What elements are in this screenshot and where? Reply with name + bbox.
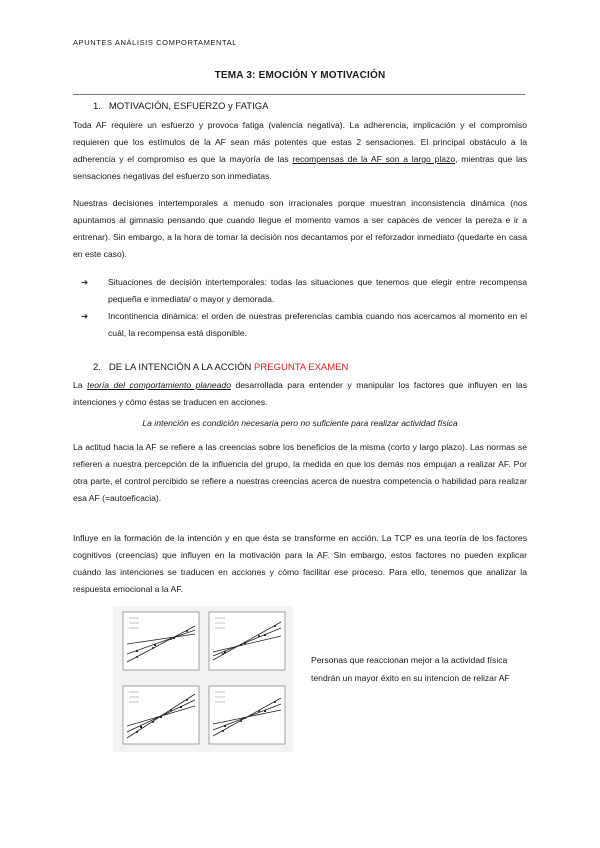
arrow-bullet-icon: ➔ (81, 311, 89, 321)
plot-panel (123, 686, 199, 744)
exam-question-flag: PREGUNTA EXAMEN (254, 362, 349, 373)
figure-image (113, 606, 293, 752)
section-1-number: 1. (93, 101, 101, 112)
title-divider (73, 94, 525, 95)
section-1-heading (93, 101, 268, 112)
plot-panel (123, 612, 199, 670)
section-1-paragraph-2: Nuestras decisiones intertemporales a menudo son irracionales porque muestran inconsistencia dinámica (nos apuntamos al gimnasio pensando que cuando llegue el momento vamos a ser capaces de vencer la pereza e ir a entrenar). Sin embargo, a la hora de tomar la decisión nos decantamos por el reforzador inmediato (quedarte en casa en este caso). (73, 198, 527, 259)
section-2-number: 2. (93, 362, 101, 373)
section-2-italic-note: La intención es condición necesaria pero no suficiente para realizar actividad física (142, 418, 458, 428)
header-label: APUNTES ANÁLISIS COMPORTAMENTAL (73, 38, 238, 47)
underlined-phrase: teoría del comportamiento planeado (87, 380, 231, 390)
arrow-bullet-icon: ➔ (81, 277, 89, 287)
underlined-phrase: recompensas de la AF son a largo plazo (292, 154, 456, 164)
figure-caption: Personas que reaccionan mejor a la actividad física tendrán un mayor éxito en su intencion de relizar AF (311, 655, 510, 683)
plot-panel (209, 612, 285, 670)
section-1-paragraph-1: Toda AF requiere un esfuerzo y provoca fatiga (valencia negativa). La adherencia, implicación y el compromiso requieren que los estímulos de la AF sean más potentes que estas 2 sensaciones. El principal obstáculo a la adherencia y el compromiso es que la mayoría de las recompensas de la AF son a largo plazo, mientras que las sensaciones negativas del esfuerzo son inmediatas. (73, 120, 527, 181)
plot-panel (209, 686, 285, 744)
list-item: ➔ Situaciones de decisión intertemporales: todas las situaciones que tenemos que elegir entre recompensa pequeña e inmediata/ o mayor y demorada. (81, 274, 527, 308)
section-2-paragraph-3: Influye en la formación de la intención y en que ésta se transforme en acción. La TCP es una teoría de los factores cognitivos (creencias) que influyen en la motivación para la AF. Sin embargo, estos factores no pueden explicar cuándo las intenciones se traducen en acciones y cómo facilitar ese proceso. Para ello, tenemos que analizar la respuesta emocional a la AF. (73, 533, 527, 594)
page-title: TEMA 3: EMOCIÓN Y MOTIVACIÓN (214, 70, 386, 81)
section-2-title: DE LA INTENCIÓN A LA ACCIÓN (108, 362, 252, 373)
section-1-bullet-list (81, 274, 527, 342)
section-2-paragraph-1: La teoría del comportamiento planeado desarrollada para entender y manipular los factores que influyen en las intenciones y cómo éstas se traducen en acciones. (73, 380, 528, 407)
section-2-heading (93, 362, 348, 373)
section-1-title: MOTIVACIÓN, ESFUERZO y FATIGA (108, 101, 269, 112)
section-2-paragraph-2: La actitud hacia la AF se refiere a las creencias sobre los beneficios de la misma (corto y largo plazo). Las normas se refieren a nuestra percepción de la influencia del grupo, la medida en que los demás nos empujan a realizar AF. Por otra parte, el control percibido se refiere a nuestras creencias acerca de nuestra competencia o habilidad para realizar esa AF (=autoeficacia). (73, 442, 527, 503)
figure-plots-graphic (113, 606, 293, 752)
list-item: ➔ Incontinencia dinámica: el orden de nuestras preferencias cambia cuando nos acercamos al momento en el cuál, la recompensa está disponible. (81, 308, 527, 342)
